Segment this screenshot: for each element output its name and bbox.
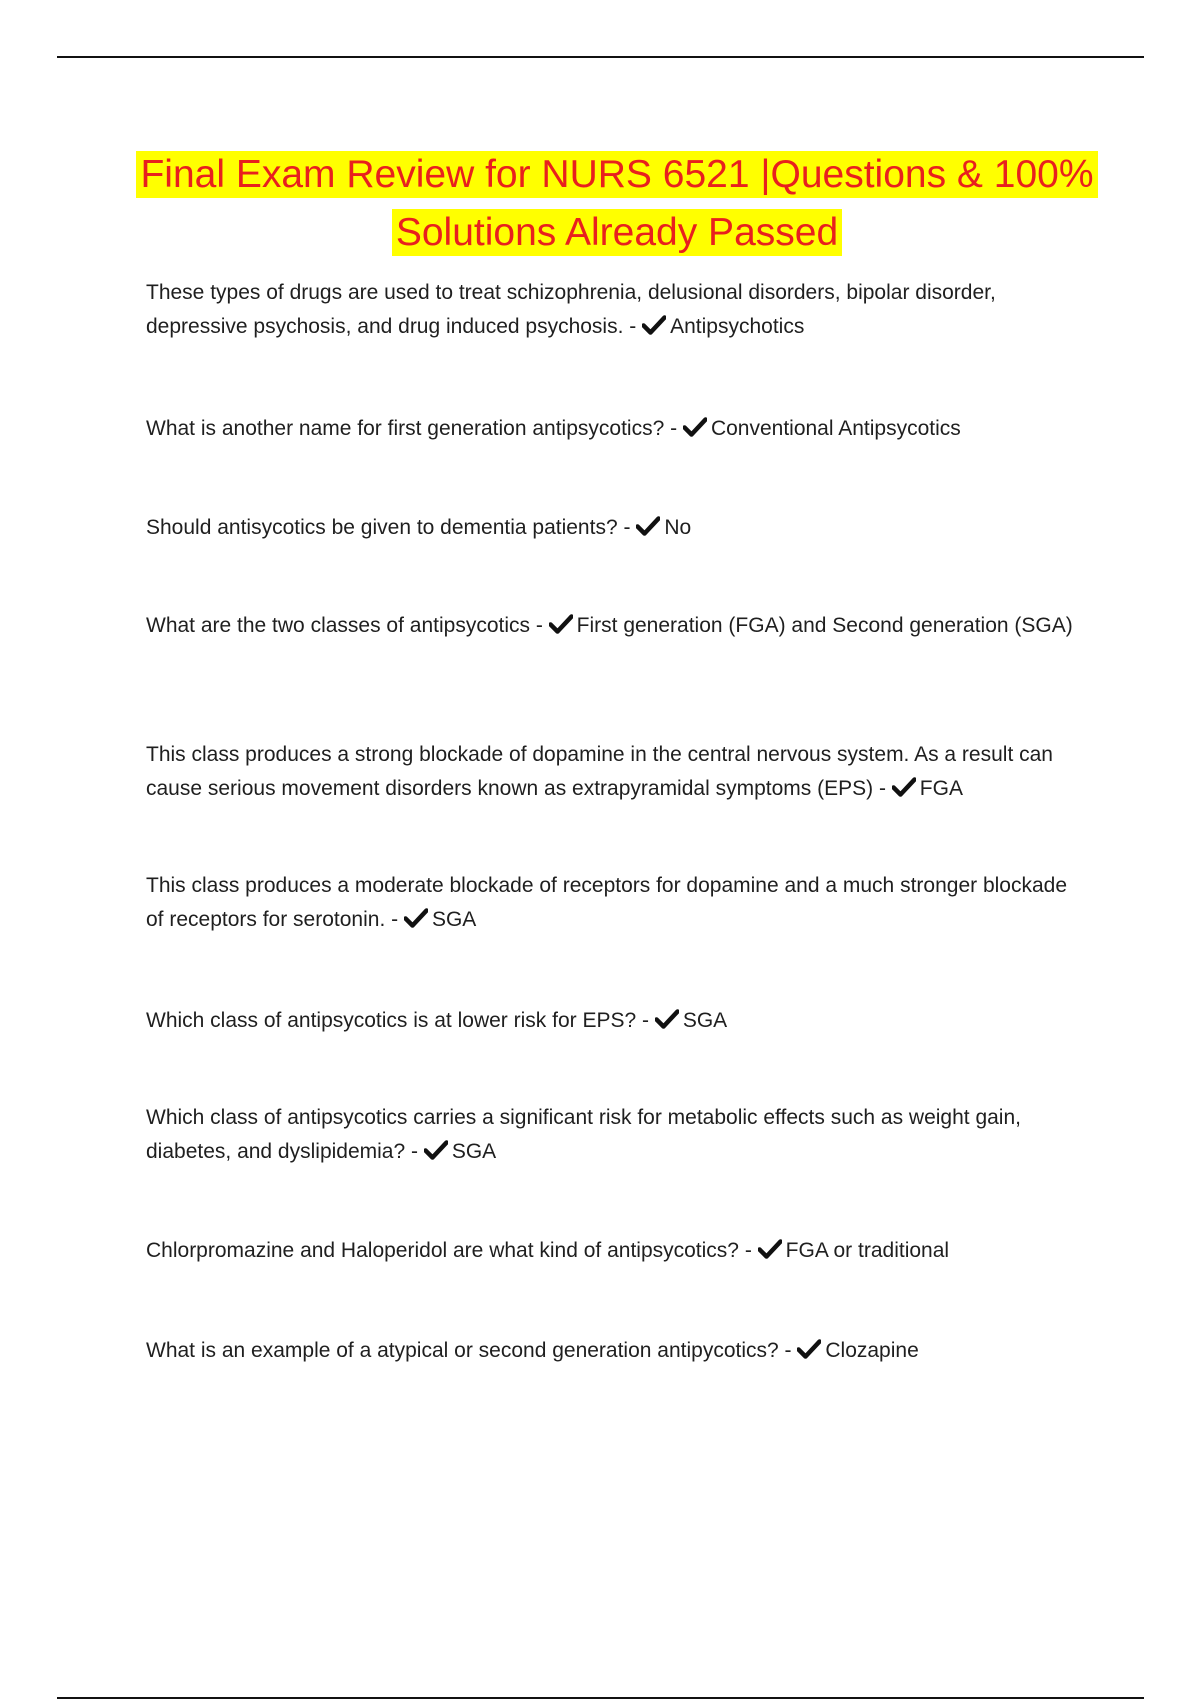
qa-item xyxy=(146,1101,1076,1169)
question-text: Should antisycotics be given to dementia patients? xyxy=(146,516,618,539)
answer-text: SGA xyxy=(431,908,477,931)
separator: - xyxy=(623,315,643,338)
page-title xyxy=(120,146,1114,262)
answer-text: Conventional Antipsycotics xyxy=(710,417,961,440)
separator: - xyxy=(405,1140,424,1163)
checkmark-icon xyxy=(549,614,573,634)
checkmark-icon xyxy=(797,1339,821,1359)
separator: - xyxy=(617,516,637,539)
question-text: These types of drugs are used to treat schizophrenia, delusional disorders, bipolar disorder, depressive psychosis, and drug induced psychosis. xyxy=(146,281,996,338)
question-text: What are the two classes of antipsycotics xyxy=(146,614,530,637)
answer-text: Clozapine xyxy=(825,1339,919,1362)
checkmark-icon xyxy=(424,1140,448,1160)
checkmark-icon xyxy=(636,516,660,536)
title-highlight: Final Exam Review for NURS 6521 |Questions & 100% Solutions Already Passed xyxy=(136,151,1097,256)
answer-text: SGA xyxy=(451,1140,497,1163)
answer-text: SGA xyxy=(682,1009,728,1032)
checkmark-icon xyxy=(642,315,666,335)
separator: - xyxy=(636,1009,655,1032)
checkmark-icon xyxy=(758,1239,782,1259)
qa-item xyxy=(146,1334,1076,1368)
separator: - xyxy=(873,777,892,800)
separator: - xyxy=(778,1339,798,1362)
separator: - xyxy=(530,614,549,637)
answer-text: FGA xyxy=(919,777,963,800)
separator: - xyxy=(738,1239,758,1262)
qa-item xyxy=(146,1004,1076,1038)
qa-item xyxy=(146,1234,1076,1268)
checkmark-icon xyxy=(404,908,428,928)
answer-text: No xyxy=(664,516,692,539)
qa-item xyxy=(146,869,1076,937)
qa-item xyxy=(146,609,1076,643)
question-text: What is another name for first generation antipsycotics? xyxy=(146,417,665,440)
separator: - xyxy=(664,417,683,440)
qa-item xyxy=(146,511,1076,545)
answer-text: Antipsychotics xyxy=(670,315,805,338)
question-text: This class produces a moderate blockade of receptors for dopamine and a much stronger blockade of receptors for serotonin. xyxy=(146,874,1068,931)
checkmark-icon xyxy=(683,417,707,437)
qa-item xyxy=(146,738,1076,806)
answer-text: First generation (FGA) and Second generation (SGA) xyxy=(576,614,1073,637)
bottom-rule xyxy=(57,1697,1144,1699)
question-text: What is an example of a atypical or second generation antipycotics? xyxy=(146,1339,779,1362)
answer-text: FGA or traditional xyxy=(785,1239,950,1262)
separator: - xyxy=(385,908,404,931)
qa-item xyxy=(146,412,1076,446)
top-rule xyxy=(57,56,1144,58)
question-text: Which class of antipsycotics carries a significant risk for metabolic effects such as weight gain, diabetes, and dyslipidemia? xyxy=(146,1106,1021,1163)
question-text: Chlorpromazine and Haloperidol are what kind of antipsycotics? xyxy=(146,1239,739,1262)
checkmark-icon xyxy=(655,1009,679,1029)
question-text: This class produces a strong blockade of dopamine in the central nervous system. As a result can cause serious movement disorders known as extrapyramidal symptoms (EPS) xyxy=(146,743,1053,800)
qa-item xyxy=(146,276,1076,344)
checkmark-icon xyxy=(892,777,916,797)
question-text: Which class of antipsycotics is at lower risk for EPS? xyxy=(146,1009,637,1032)
